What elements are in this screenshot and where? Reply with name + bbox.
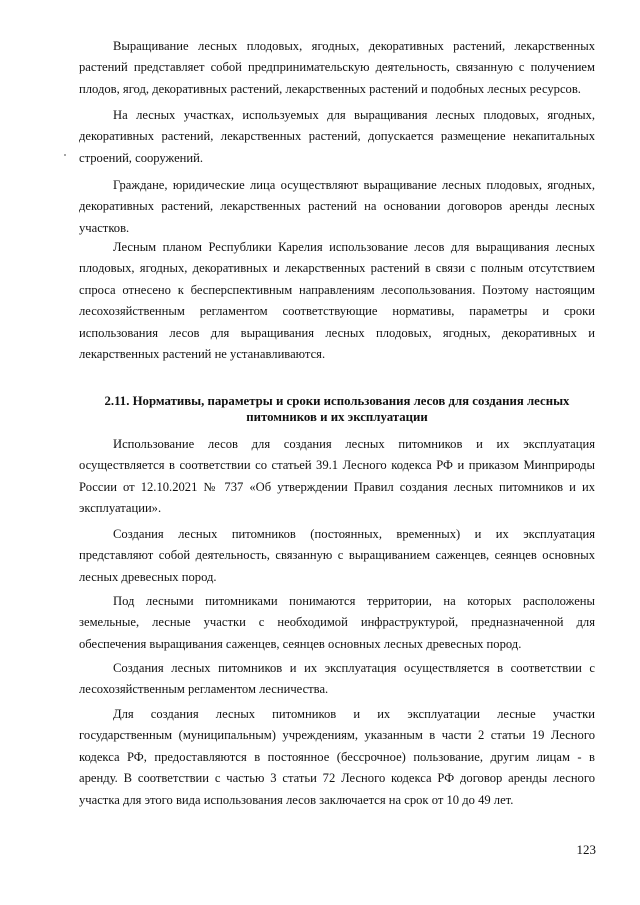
text-line: Выращивание лесных плодовых, ягодных, декоративных растений, лекарственных	[113, 39, 595, 53]
text-line: Граждане, юридические лица осуществляют выращивание лесных плодовых, ягодных,	[113, 178, 595, 192]
text-line: Создания лесных питомников (постоянных, временных) и их эксплуатация	[113, 527, 595, 541]
text-line: лесохозяйственным регламентом соответствующие нормативы, параметры и сроки	[79, 304, 595, 319]
text-line: участка для этого вида использования лесов заключается на срок от 10 до 49 лет.	[79, 792, 514, 807]
paragraph-land-provision	[79, 704, 595, 811]
section-heading-line: 2.11. Нормативы, параметры и сроки использования лесов для создания лесных	[104, 394, 570, 408]
text-line: аренду. В соответствии с частью 3 статьи 72 Лесного кодекса РФ договор аренды лесного	[79, 771, 595, 786]
text-line: строений, сооружений.	[79, 150, 204, 165]
text-line: плодов, ягод, декоративных растений, лекарственных растений и подобных лесных ресурсов.	[79, 81, 581, 96]
section-heading	[79, 393, 595, 425]
text-line: представляют собой деятельность, связанную с выращиванием саженцев, сеянцев основных	[79, 548, 595, 563]
text-line: кодекса РФ, предоставляются в постоянное (бессрочное) пользование, другим лицам - в	[79, 749, 595, 764]
paragraph-lease-basis	[79, 175, 595, 239]
text-line: Под лесными питомниками понимаются территории, на которых расположены	[113, 594, 595, 608]
text-line: спроса отнесено к бесперспективным направлениям лесопользования. Поэтому настоящим	[79, 282, 595, 297]
paragraph-cultivation-definition	[79, 36, 595, 100]
margin-mark	[64, 154, 66, 156]
text-line: Для создания лесных питомников и их эксплуатации лесные участки	[113, 707, 595, 721]
text-line: осуществляется в соответствии со статьей 39.1 Лесного кодекса РФ и приказом Минприроды	[79, 458, 595, 473]
paragraph-nursery-activity	[79, 524, 595, 588]
text-line: Использование лесов для создания лесных питомников и их эксплуатация	[113, 437, 595, 451]
paragraph-forest-plan	[79, 237, 595, 365]
text-line: Лесным планом Республики Карелия использование лесов для выращивания лесных	[113, 240, 595, 254]
text-line: декоративных растений, лекарственных растений, допускается размещение некапитальных	[79, 129, 595, 144]
paragraph-nursery-definition	[79, 591, 595, 655]
text-line: обеспечения выращивания саженцев, сеянцев основных лесных древесных пород.	[79, 636, 522, 651]
text-line: Создания лесных питомников и их эксплуатация осуществляется в соответствии с	[113, 661, 595, 675]
text-line: России от 12.10.2021 № 737 «Об утверждении Правил создания лесных питомников и их	[79, 479, 595, 494]
paragraph-regulation-compliance	[79, 658, 595, 701]
text-line: лесных древесных пород.	[79, 569, 217, 584]
text-line: растений представляет собой предпринимательскую деятельность, связанную с получением	[79, 60, 595, 75]
paragraph-structures-allowed	[79, 105, 595, 169]
paragraph-nursery-legal-basis	[79, 434, 595, 520]
text-line: лесохозяйственным регламентом лесничества.	[79, 682, 329, 697]
text-line: эксплуатации».	[79, 501, 162, 516]
text-line: На лесных участках, используемых для выращивания лесных плодовых, ягодных,	[113, 108, 595, 122]
text-line: государственным (муниципальным) учреждениям, указанным в части 2 статьи 19 Лесного	[79, 728, 595, 743]
text-line: декоративных растений, лекарственных растений на основании договоров аренды лесных	[79, 199, 595, 214]
text-line: земельные, лесные участки с необходимой инфраструктурой, предназначенной для	[79, 615, 595, 630]
text-line: лекарственных растений не устанавливаются.	[79, 346, 326, 361]
page-number: 123	[576, 842, 596, 857]
section-heading-line: питомников и их эксплуатации	[246, 410, 428, 424]
text-line: плодовых, ягодных, декоративных и лекарственных растений в связи с полным отсутствием	[79, 261, 595, 276]
text-line: участков.	[79, 220, 130, 235]
text-line: использования лесов для выращивания лесных плодовых, ягодных, декоративных и	[79, 325, 595, 340]
